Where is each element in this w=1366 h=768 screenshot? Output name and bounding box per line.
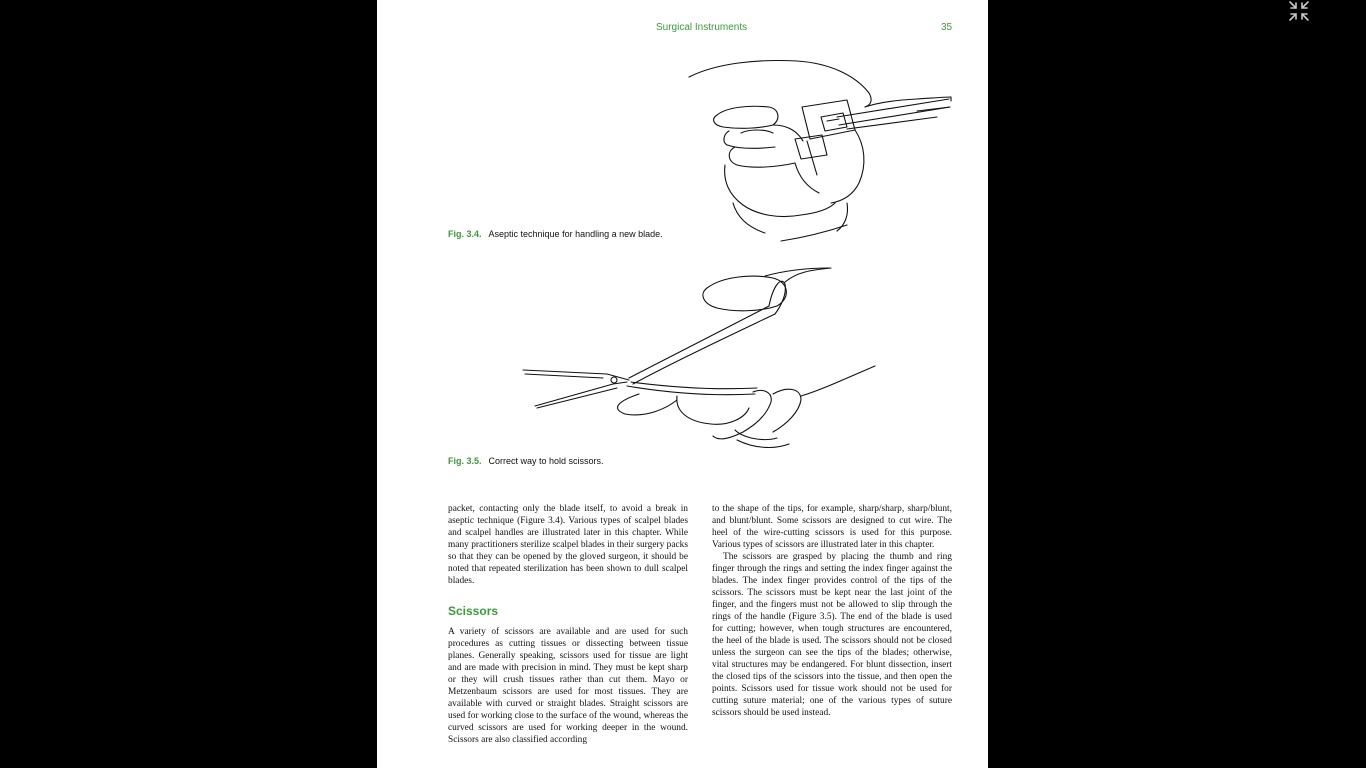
running-title: Surgical Instruments	[656, 22, 748, 33]
figure-3-4	[377, 55, 988, 245]
figure-caption	[448, 229, 663, 239]
paragraph: packet, contacting only the blade itself, to avoid a break in aseptic technique (Figure 3.4). Various types of scalpel blades and scalpel handles are illustrated later in this chapter. While many practitioners sterilize scalpel blades in their surgery packs so that they can be opened by the gloved surgeon, it should be noted that repeated sterilization has been shown to dull scalpel blades.	[448, 504, 688, 586]
paragraph: The scissors are grasped by placing the thumb and ring finger through the rings and setting the index finger against the blades. The index finger provides control of the tips of the scissors. The scissors must be kept near the last joint of the finger, and the fingers must not be allowed to slip through the rings of the handle (Figure 3.5). The end of the blade is used for cutting; however, when tough structures are encountered, the heel of the blade is used. The scissors should not be closed unless the surgeon can see the tips of the blades; otherwise, vital structures may be endangered. For blunt dissection, insert the closed tips of the scissors into the tissue, and then open the points. Scissors used for tissue work should not be used for cutting suture material; one of the various types of suture scissors should be used instead.	[712, 552, 952, 718]
paragraph: A variety of scissors are available and are used for such procedures as cutting tissues or dissecting between tissue planes. Generally speaking, scissors used for tissue are light and are made with precision in mind. They must be kept sharp or they will crush tissues rather than cut them. Mayo or Metzenbaum scissors are used for most tissues. They are available with curved or straight blades. Straight scissors are used for working close to the surface of the wound, whereas the curved scissors are used for working deeper in the wound. Scissors are also classified according	[448, 627, 688, 745]
figure-number: Fig. 3.5.	[448, 456, 482, 466]
document-page	[377, 0, 988, 768]
hand-holding-blade-illustration	[377, 55, 988, 245]
figure-caption-text: Aseptic technique for handling a new blade.	[488, 229, 663, 239]
text-column-left	[448, 503, 688, 746]
figure-caption	[448, 456, 604, 466]
hand-holding-scissors-illustration	[377, 262, 988, 452]
exit-fullscreen-button[interactable]	[1288, 0, 1310, 22]
paragraph: to the shape of the tips, for example, sharp/sharp, sharp/blunt, and blunt/blunt. Some scissors are designed to cut wire. The heel of the wire-cutting scissors is used for this purpose. Various types of scissors are illustrated later in this chapter.	[712, 504, 952, 550]
figure-caption-text: Correct way to hold scissors.	[488, 456, 604, 466]
running-head	[377, 22, 988, 36]
figure-number: Fig. 3.4.	[448, 229, 482, 239]
figure-3-5	[377, 262, 988, 472]
page-number: 35	[941, 22, 953, 33]
compress-arrows-icon	[1288, 0, 1310, 22]
text-column-right	[712, 503, 952, 719]
section-heading: Scissors	[448, 604, 499, 618]
